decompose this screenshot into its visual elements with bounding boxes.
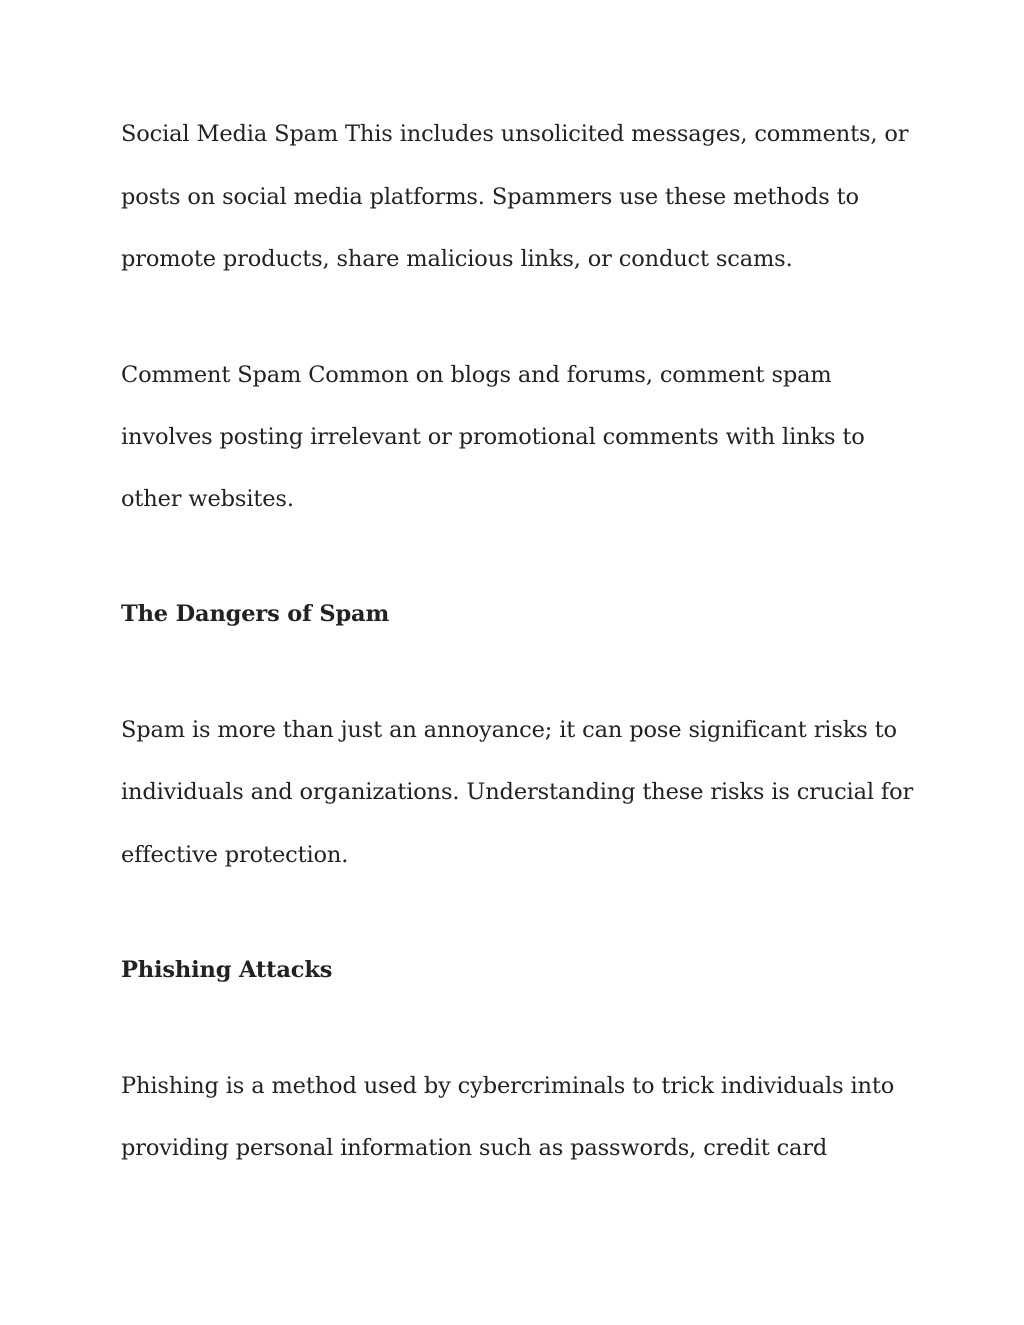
paragraph-line: Comment Spam Common on blogs and forums, comment spam [121, 362, 832, 388]
paragraph-line: promote products, share malicious links, or conduct scams. [121, 246, 793, 272]
paragraph-line: effective protection. [121, 842, 349, 868]
paragraph-line: providing personal information such as passwords, credit card [121, 1135, 828, 1161]
paragraph-line: Spam is more than just an annoyance; it can pose significant risks to [121, 717, 897, 743]
paragraph-line: posts on social media platforms. Spammers use these methods to [121, 184, 859, 210]
paragraph-line: involves posting irrelevant or promotional comments with links to [121, 424, 865, 450]
paragraph-line: Phishing is a method used by cybercriminals to trick individuals into [121, 1073, 895, 1099]
section-heading-phishing: Phishing Attacks [121, 957, 333, 983]
paragraph-line: other websites. [121, 486, 294, 512]
paragraph-line: individuals and organizations. Understanding these risks is crucial for [121, 779, 914, 805]
section-heading-dangers: The Dangers of Spam [121, 601, 390, 627]
paragraph-line: Social Media Spam This includes unsolicited messages, comments, or [121, 121, 909, 147]
